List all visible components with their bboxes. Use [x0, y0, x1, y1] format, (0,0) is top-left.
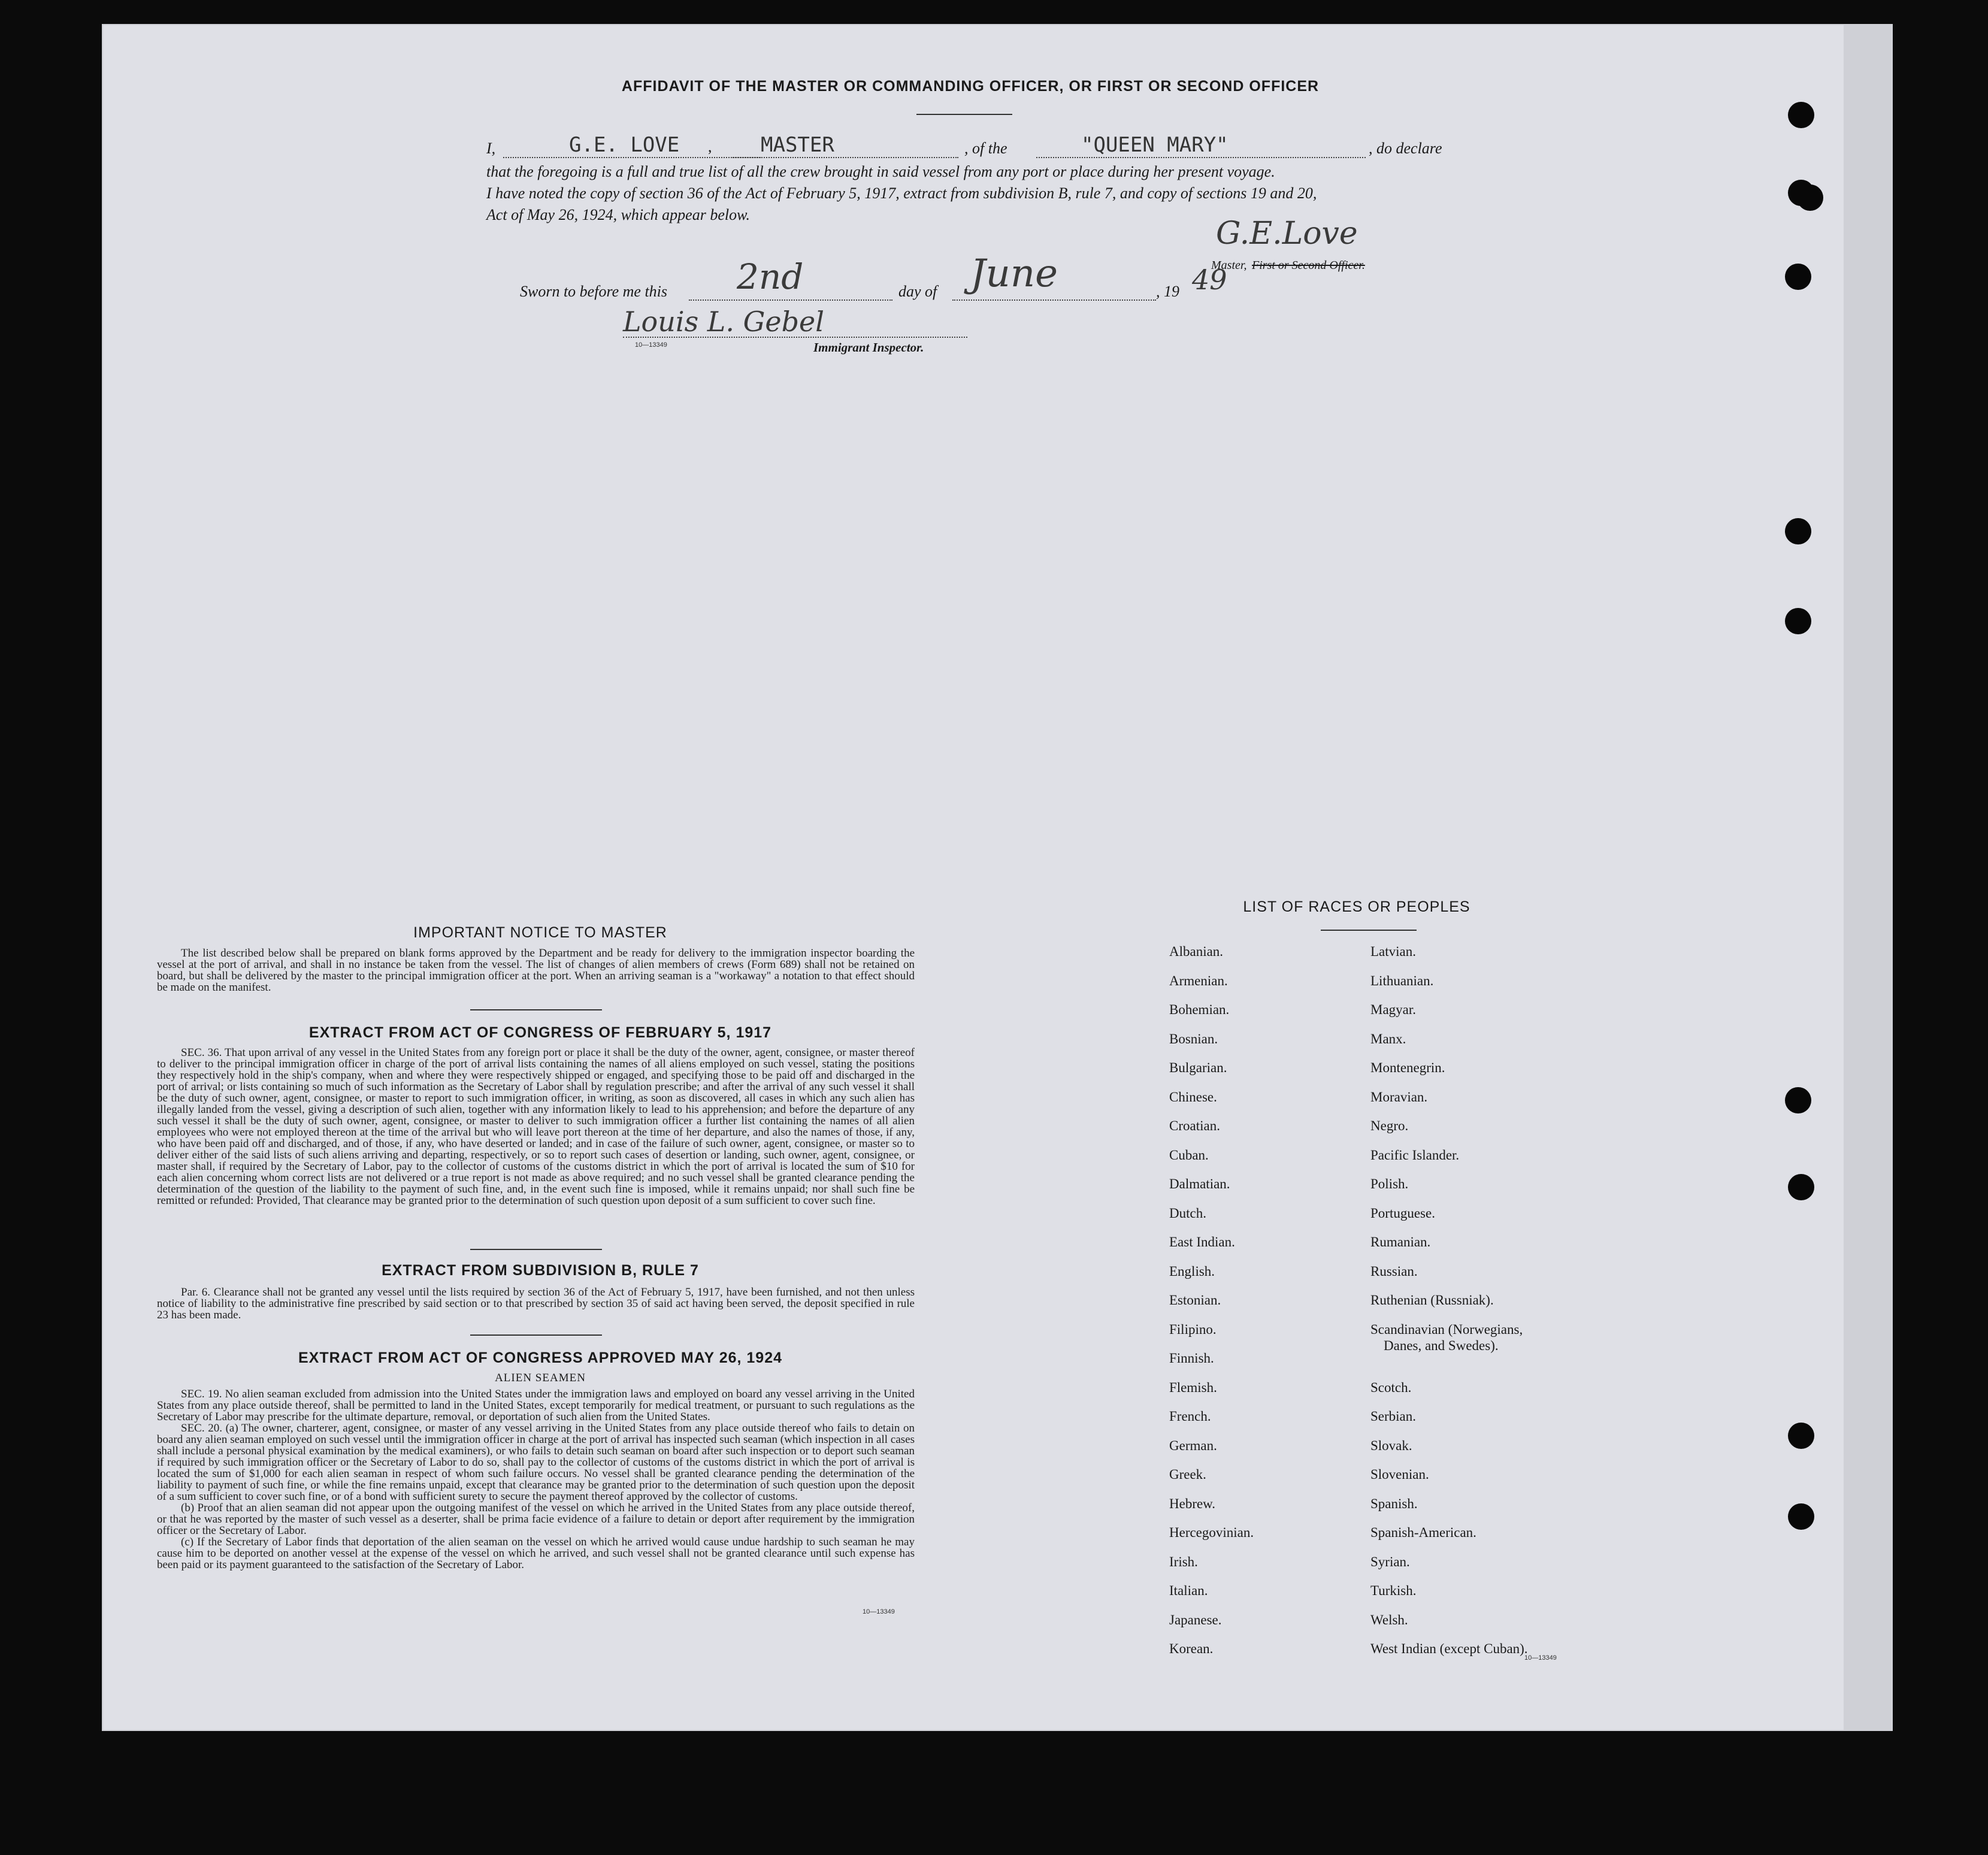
inspector-label: Immigrant Inspector.	[813, 340, 924, 355]
inspector-line	[623, 337, 967, 338]
struck-officer-label: First or Second Officer.	[1252, 259, 1365, 272]
punch-hole	[1788, 1503, 1814, 1530]
race-item: Bulgarian.	[1169, 1060, 1227, 1075]
sec-20b-paragraph: (b) Proof that an alien seaman did not appear upon the outgoing manifest of the vessel on which he arrived in the United States from any place outside thereof, or that he was reported by the master of such vessel as a deserter, shall be prima facie evidence of a failure to detain or deport after requirement by the immigration officer or the Secretary of Labor.	[157, 1502, 915, 1537]
day-line	[689, 299, 892, 301]
race-item: Moravian.	[1370, 1089, 1428, 1104]
extract-1924-heading: EXTRACT FROM ACT OF CONGRESS APPROVED MAY 26, 1924	[298, 1349, 783, 1366]
race-item: Danes, and Swedes).	[1384, 1337, 1499, 1353]
race-item: Dutch.	[1169, 1205, 1206, 1221]
race-item: Chinese.	[1169, 1089, 1217, 1104]
extract-1924-body	[157, 1388, 915, 1570]
race-item: English.	[1169, 1263, 1215, 1279]
year-prefix: , 19	[1156, 283, 1179, 300]
sec-20c-paragraph: (c) If the Secretary of Labor finds that deportation of the alien seaman on the vessel on which he arrived would cause undue hardship to such seaman he may cause him to be deported on another vessel at the expense of the vessel on which he arrived, and such vessel shall not be granted clearance until such expense has been paid or its payment guaranteed to the satisfaction of the Secretary of Labor.	[157, 1536, 915, 1571]
sec-20a-paragraph: SEC. 20. (a) The owner, charterer, agent, consignee, or master of any vessel arriving in the United States from any place outside thereof who fails to detain on board any alien seaman employed on such vessel until the immigration officer in charge at the port of arrival has inspected such seaman (which inspection in all cases shall include a personal physical examination by the medical examiners), or who fails to detain such seaman on board after such inspection or to deport such seaman if required by such immigration officer or the Secretary of Labor to do so, shall pay to the collector of customs of the customs district in which the port of arrival is located the sum of $1,000 for each alien seaman in respect of whom such failure occurs. No vessel shall be granted clearance pending the determination of the liability to payment of such fine, or while the fine remains unpaid, except that clearance may be granted prior to the determination of such question upon the deposit of a sum sufficient to cover such fine, or of a bond with sufficient surety to secure the payment thereof approved by the collector of customs.	[157, 1422, 915, 1503]
race-item: Ruthenian (Russniak).	[1370, 1293, 1494, 1308]
day-of-label: day of	[898, 283, 937, 300]
form-number: 10—13349	[1524, 1654, 1557, 1662]
divider	[1321, 930, 1417, 931]
race-item: Slovak.	[1370, 1438, 1412, 1453]
vessel-name: "QUEEN MARY"	[1081, 133, 1228, 157]
races-right-column	[1370, 944, 1528, 1671]
race-item: Turkish.	[1370, 1583, 1417, 1598]
i-label: I,	[486, 140, 496, 157]
race-item: Pacific Islander.	[1370, 1147, 1460, 1163]
race-item: Japanese.	[1169, 1612, 1222, 1627]
sec-19-paragraph: SEC. 19. No alien seaman excluded from admission into the United States under the immigration laws and employed on board any vessel arriving in the United States from any place outside thereof, shall be permitted to land in the United States, except temporarily for medical treatment, or pursuant to such regulations as the Secretary of Labor may prescribe for the ultimate departure, removal, or deportation of such alien from the United States.	[157, 1388, 915, 1423]
race-item: Serbian.	[1370, 1409, 1417, 1424]
race-item: Cuban.	[1169, 1147, 1209, 1163]
notice-paragraph: The list described below shall be prepared on blank forms approved by the Department and be ready for delivery to the immigration inspector boarding the vessel at the port of arrival, and shall in no instance be taken from the vessel. The list of changes of alien members of crews (Form 689) shall not be retained on board, but shall be delivered by the master to the principal immigration officer at the port. When an arriving seaman is a "workaway" a notation to that effect should be made on the manifest.	[157, 947, 915, 994]
race-item: Estonian.	[1169, 1293, 1221, 1308]
race-item: Irish.	[1169, 1554, 1198, 1569]
page-edge	[1845, 24, 1893, 1731]
declaration-line-1: that the foregoing is a full and true list of all the crew brought in said vessel from any port or place during her present voyage.	[486, 163, 1275, 180]
race-item: German.	[1169, 1438, 1217, 1453]
punch-hole	[1785, 608, 1811, 634]
extract-1917-heading: EXTRACT FROM ACT OF CONGRESS OF FEBRUARY 5, 1917	[308, 1024, 772, 1041]
sec-36-paragraph: SEC. 36. That upon arrival of any vessel in the United States from any foreign port or place it shall be the duty of the owner, agent, consignee, or master thereof to deliver to the principal immigration officer in charge of the port of arrival lists containing the names of all aliens employed on such vessel, stating the positions they respectively hold in the ship's company, when and where they were respectively shipped or engaged, and specifying those to be paid off and discharged in the port of arrival; or lists containing so much of such information as the Secretary of Labor shall by regulation prescribe; and after the arrival of any such vessel it shall be the duty of such owner, agent, consignee, or master to report to such immigration officer, in writing, as soon as discovered, all cases in which any such alien has illegally landed from the vessel, giving a description of such alien, together with any information likely to lead to his apprehension; and before the departure of any such vessel it shall be the duty of such owner, agent, consignee, or master to deliver to such immigration officer a further list containing the names of all alien employees who were not employed thereon at the time of the arrival but who will leave port thereon at the time of her departure, and also the names of those, if any, who have been paid off and discharged, and of those, if any, who have deserted or landed; and in case of the failure of such owner, agent, consignee, or master so to deliver either of the said lists of such aliens arriving and departing, respectively, or so to report such cases of desertion or landing, such owner, agent, consignee, or master shall, if required by the Secretary of Labor, pay to the collector of customs of the customs district in which the port of arrival is located the sum of $10 for each alien concerning whom correct lists are not delivered or a true report is not made as above required; and no such vessel shall be granted clearance pending the determination of the question of the liability to the payment of such fine, and, in the event such fine is imposed, while it remains unpaid; nor shall such fine be remitted or refunded: Provided, That clearance may be granted prior to the determination of such question upon deposit of a sum sufficient to cover such fine.	[157, 1046, 915, 1207]
races-heading: LIST OF RACES OR PEOPLES	[1243, 898, 1470, 915]
rank-line	[731, 157, 958, 158]
divider	[470, 1334, 602, 1336]
divider	[470, 1009, 602, 1010]
rule-7-heading: EXTRACT FROM SUBDIVISION B, RULE 7	[382, 1262, 699, 1279]
race-item: Scandinavian (Norwegians,	[1370, 1321, 1523, 1337]
punch-hole	[1788, 102, 1814, 128]
race-item: Croatian.	[1169, 1118, 1220, 1133]
race-item: West Indian (except Cuban).	[1370, 1641, 1528, 1656]
race-item: Italian.	[1169, 1583, 1208, 1598]
race-item: Finnish.	[1169, 1351, 1214, 1366]
form-number: 10—13349	[863, 1608, 895, 1615]
race-item: Hebrew.	[1169, 1496, 1216, 1511]
year-value: 49	[1192, 264, 1227, 296]
race-item: Dalmatian.	[1169, 1176, 1230, 1191]
race-item: Spanish-American.	[1370, 1525, 1476, 1540]
race-item: Albanian.	[1169, 944, 1224, 959]
rank: MASTER	[761, 133, 834, 157]
notice-body	[157, 948, 915, 993]
extract-1917-body	[157, 1047, 915, 1206]
alien-seamen-subheading: ALIEN SEAMEN	[495, 1372, 586, 1384]
month-line	[952, 299, 1156, 301]
race-item: Flemish.	[1169, 1379, 1217, 1395]
race-item: Russian.	[1370, 1263, 1418, 1279]
of-the-label: , of the	[964, 140, 1007, 157]
punch-hole	[1785, 518, 1811, 544]
race-item: French.	[1169, 1409, 1211, 1424]
race-item: Montenegrin.	[1370, 1060, 1445, 1075]
race-item: Manx.	[1370, 1031, 1406, 1046]
race-item: Slovenian.	[1370, 1467, 1429, 1482]
race-item: Latvian.	[1370, 944, 1416, 959]
sworn-label: Sworn to before me this	[520, 283, 668, 300]
races-left-column	[1169, 944, 1254, 1671]
race-item: Polish.	[1370, 1176, 1409, 1191]
race-item: Spanish.	[1370, 1496, 1418, 1511]
race-item: Lithuanian.	[1370, 973, 1434, 988]
race-item: East Indian.	[1169, 1234, 1235, 1249]
notice-heading: IMPORTANT NOTICE TO MASTER	[413, 924, 667, 941]
day-value: 2nd	[737, 256, 804, 297]
race-item: Portuguese.	[1370, 1205, 1435, 1221]
race-item: Welsh.	[1370, 1612, 1408, 1627]
punch-hole	[1785, 264, 1811, 290]
do-declare-label: , do declare	[1369, 140, 1442, 157]
race-item: Hercegovinian.	[1169, 1525, 1254, 1540]
race-item: Korean.	[1169, 1641, 1214, 1656]
race-item: Magyar.	[1370, 1002, 1417, 1017]
vessel-line	[1036, 157, 1366, 158]
divider	[916, 114, 1012, 115]
declaration-line-3: Act of May 26, 1924, which appear below.	[486, 206, 751, 223]
race-item: Negro.	[1370, 1118, 1409, 1133]
master-signature: G.E.Love	[1216, 216, 1358, 252]
race-item: Greek.	[1169, 1467, 1206, 1482]
master-name: G.E. LOVE	[569, 133, 680, 157]
punch-hole	[1788, 1423, 1814, 1449]
master-label: Master,	[1211, 259, 1247, 272]
race-item: Bosnian.	[1169, 1031, 1218, 1046]
declaration-line-2: I have noted the copy of section 36 of the Act of February 5, 1917, extract from subdivision B, rule 7, and copy of sections 19 and 20,	[486, 184, 1317, 202]
rule-7-body	[157, 1287, 915, 1321]
month-value: June	[970, 252, 1058, 296]
race-item: Filipino.	[1169, 1321, 1217, 1337]
punch-hole	[1785, 1087, 1811, 1113]
comma: ,	[708, 138, 712, 155]
master-name-line	[503, 157, 761, 158]
affidavit-heading: AFFIDAVIT OF THE MASTER OR COMMANDING OFFICER, OR FIRST OR SECOND OFFICER	[621, 78, 1320, 95]
inspector-signature: Louis L. Gebel	[623, 305, 824, 338]
par-6-paragraph: Par. 6. Clearance shall not be granted any vessel until the lists required by section 36 of the Act of February 5, 1917, have been furnished, and not then unless notice of liability to the administrative fine prescribed by said section or to that prescribed by section 35 of said act having been served, the deposit specified in rule 23 has been made.	[157, 1286, 915, 1321]
race-item: Syrian.	[1370, 1554, 1410, 1569]
divider	[470, 1249, 602, 1250]
punch-hole	[1788, 1174, 1814, 1200]
race-item: Armenian.	[1169, 973, 1228, 988]
race-item: Scotch.	[1370, 1379, 1412, 1395]
race-item: Rumanian.	[1370, 1234, 1431, 1249]
race-item: Bohemian.	[1169, 1002, 1230, 1017]
punch-hole	[1797, 184, 1823, 211]
form-number: 10—13349	[635, 341, 667, 349]
